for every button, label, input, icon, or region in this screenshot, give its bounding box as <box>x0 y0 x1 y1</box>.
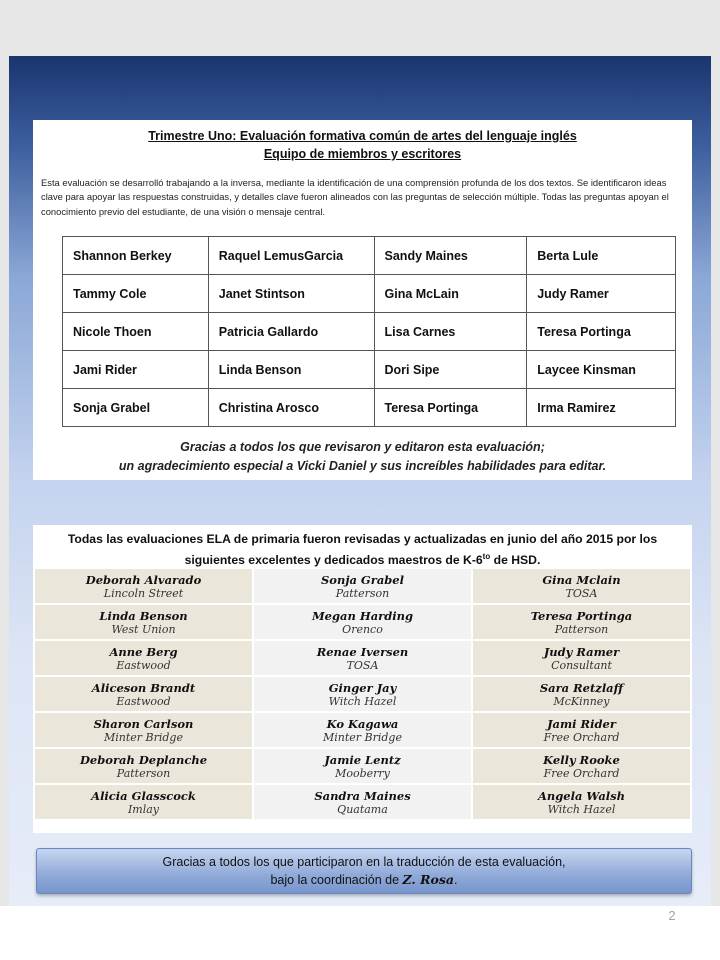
teacher-school: Imlay <box>127 802 160 816</box>
teacher-cell <box>253 748 472 784</box>
teacher-cell <box>472 784 691 820</box>
teacher-name: Sandra Maines <box>314 788 411 803</box>
member-cell: Teresa Portinga <box>374 389 527 427</box>
teacher-cell <box>253 676 472 712</box>
teacher-cell <box>472 712 691 748</box>
teacher-cell <box>34 784 253 820</box>
reviewers-thanks <box>33 438 692 476</box>
member-cell: Laycee Kinsman <box>527 351 676 389</box>
teacher-school: Quatama <box>337 802 388 816</box>
banner-line-2-end: . <box>454 873 458 887</box>
panel-title: Trimestre Uno: Evaluación formativa común de artes del lenguaje inglés <box>148 129 577 143</box>
member-cell: Nicole Thoen <box>63 313 209 351</box>
members-table <box>62 236 676 427</box>
table-row <box>63 389 676 427</box>
teachers-title-line-2-end: de HSD. <box>490 553 541 568</box>
teachers-title-line-2: siguientes excelentes y dedicados maestros de K-6 <box>184 553 483 568</box>
table-row <box>34 784 691 820</box>
member-cell: Gina McLain <box>374 275 527 313</box>
teacher-cell <box>253 568 472 604</box>
teachers-table <box>33 567 692 821</box>
teacher-school: Lincoln Street <box>103 586 184 600</box>
teacher-name: Renae Iversen <box>316 644 409 659</box>
table-row <box>34 676 691 712</box>
member-cell: Tammy Cole <box>63 275 209 313</box>
teacher-name: Anne Berg <box>109 644 178 659</box>
member-cell: Lisa Carnes <box>374 313 527 351</box>
teacher-name: Jami Rider <box>547 716 616 731</box>
teacher-cell <box>34 676 253 712</box>
teacher-cell <box>34 604 253 640</box>
member-cell: Linda Benson <box>208 351 374 389</box>
thanks-line-2: un agradecimiento especial a Vicki Daniel y sus increíbles habilidades para editar. <box>118 459 607 473</box>
teacher-school: Patterson <box>554 622 609 636</box>
teacher-name: Sonja Grabel <box>320 572 404 587</box>
teacher-name: Ko Kagawa <box>326 716 399 731</box>
teacher-school: Eastwood <box>116 658 171 672</box>
teacher-cell <box>253 640 472 676</box>
table-row <box>34 568 691 604</box>
teacher-school: TOSA <box>565 586 598 600</box>
teacher-school: West Union <box>111 622 176 636</box>
teacher-name: Deborah Deplanche <box>79 752 208 767</box>
teacher-cell <box>472 568 691 604</box>
teacher-name: Kelly Rooke <box>543 752 620 767</box>
teacher-cell <box>253 784 472 820</box>
intro-paragraph: Esta evaluación se desarrolló trabajando a la inversa, mediante la identificación de una comprensión profunda de los dos textos. Se identificaron ideas clave para apoyar las respuestas construidas, y detalles clave fueron alineados con las preguntas de selección múltiple. Todas las preguntas apoyan el conocimiento previo del estudiante, de una visión o mensaje central. <box>41 177 669 217</box>
coordinator-name: Z. Rosa <box>402 872 455 887</box>
teacher-school: Free Orchard <box>543 766 620 780</box>
writers-panel <box>33 120 692 480</box>
table-row <box>34 712 691 748</box>
teacher-cell <box>34 712 253 748</box>
teachers-panel-title <box>33 530 692 569</box>
teacher-school: Minter Bridge <box>103 730 183 744</box>
table-row <box>63 351 676 389</box>
left-margin <box>0 56 9 906</box>
teacher-school: Patterson <box>335 586 390 600</box>
member-cell: Sandy Maines <box>374 237 527 275</box>
grade-superscript: to <box>482 552 491 561</box>
teacher-school: Minter Bridge <box>322 730 402 744</box>
table-row <box>63 275 676 313</box>
table-row <box>63 313 676 351</box>
panel-subtitle: Equipo de miembros y escritores <box>263 147 462 161</box>
thanks-line-1: Gracias a todos los que revisaron y editaron esta evaluación; <box>180 440 545 454</box>
teacher-name: Judy Ramer <box>543 644 620 659</box>
teacher-school: Witch Hazel <box>328 694 397 708</box>
teacher-name: Deborah Alvarado <box>85 572 202 587</box>
member-cell: Dori Sipe <box>374 351 527 389</box>
teacher-school: Consultant <box>551 658 612 672</box>
teacher-school: Eastwood <box>116 694 171 708</box>
teacher-name: Linda Benson <box>99 608 188 623</box>
teacher-school: McKinney <box>553 694 610 708</box>
member-cell: Raquel LemusGarcia <box>208 237 374 275</box>
teacher-name: Sharon Carlson <box>93 716 194 731</box>
teacher-cell <box>472 676 691 712</box>
teacher-name: Aliceson Brandt <box>91 680 196 695</box>
member-cell: Patricia Gallardo <box>208 313 374 351</box>
member-cell: Irma Ramirez <box>527 389 676 427</box>
table-row <box>34 604 691 640</box>
teacher-name: Ginger Jay <box>328 680 397 695</box>
teacher-school: Mooberry <box>335 766 390 780</box>
teacher-school: Witch Hazel <box>547 802 616 816</box>
teacher-name: Angela Walsh <box>537 788 626 803</box>
translation-thanks-banner <box>36 848 692 894</box>
table-row <box>34 748 691 784</box>
teacher-name: Megan Harding <box>311 608 414 623</box>
member-cell: Teresa Portinga <box>527 313 676 351</box>
teacher-name: Jamie Lentz <box>324 752 401 767</box>
teacher-school: TOSA <box>346 658 379 672</box>
teacher-cell <box>253 712 472 748</box>
banner-line-1: Gracias a todos los que participaron en la traducción de esta evaluación, <box>162 855 566 869</box>
member-cell: Shannon Berkey <box>63 237 209 275</box>
teacher-cell <box>472 748 691 784</box>
teacher-school: Free Orchard <box>543 730 620 744</box>
teacher-cell <box>472 640 691 676</box>
bottom-margin <box>0 906 720 960</box>
teacher-school: Orenco <box>342 622 383 636</box>
member-cell: Sonja Grabel <box>63 389 209 427</box>
banner-line-2: bajo la coordinación de <box>270 873 403 887</box>
teacher-name: Alicia Glasscock <box>91 788 196 803</box>
top-margin <box>0 0 720 56</box>
teachers-panel <box>33 525 692 833</box>
teacher-school: Patterson <box>116 766 171 780</box>
table-row <box>34 640 691 676</box>
member-cell: Janet Stintson <box>208 275 374 313</box>
teacher-name: Sara Retzlaff <box>539 680 624 695</box>
member-cell: Jami Rider <box>63 351 209 389</box>
teacher-cell <box>253 604 472 640</box>
teacher-cell <box>34 748 253 784</box>
table-row <box>63 237 676 275</box>
teacher-cell <box>34 568 253 604</box>
right-margin <box>711 56 720 906</box>
teacher-cell <box>472 604 691 640</box>
page-number: 2 <box>668 908 676 923</box>
teacher-name: Gina Mclain <box>542 572 621 587</box>
member-cell: Judy Ramer <box>527 275 676 313</box>
member-cell: Christina Arosco <box>208 389 374 427</box>
teacher-name: Teresa Portinga <box>530 608 633 623</box>
teacher-cell <box>34 640 253 676</box>
member-cell: Berta Lule <box>527 237 676 275</box>
teachers-title-line-1: Todas las evaluaciones ELA de primaria fueron revisadas y actualizadas en junio del año 2015 por los <box>67 532 658 546</box>
